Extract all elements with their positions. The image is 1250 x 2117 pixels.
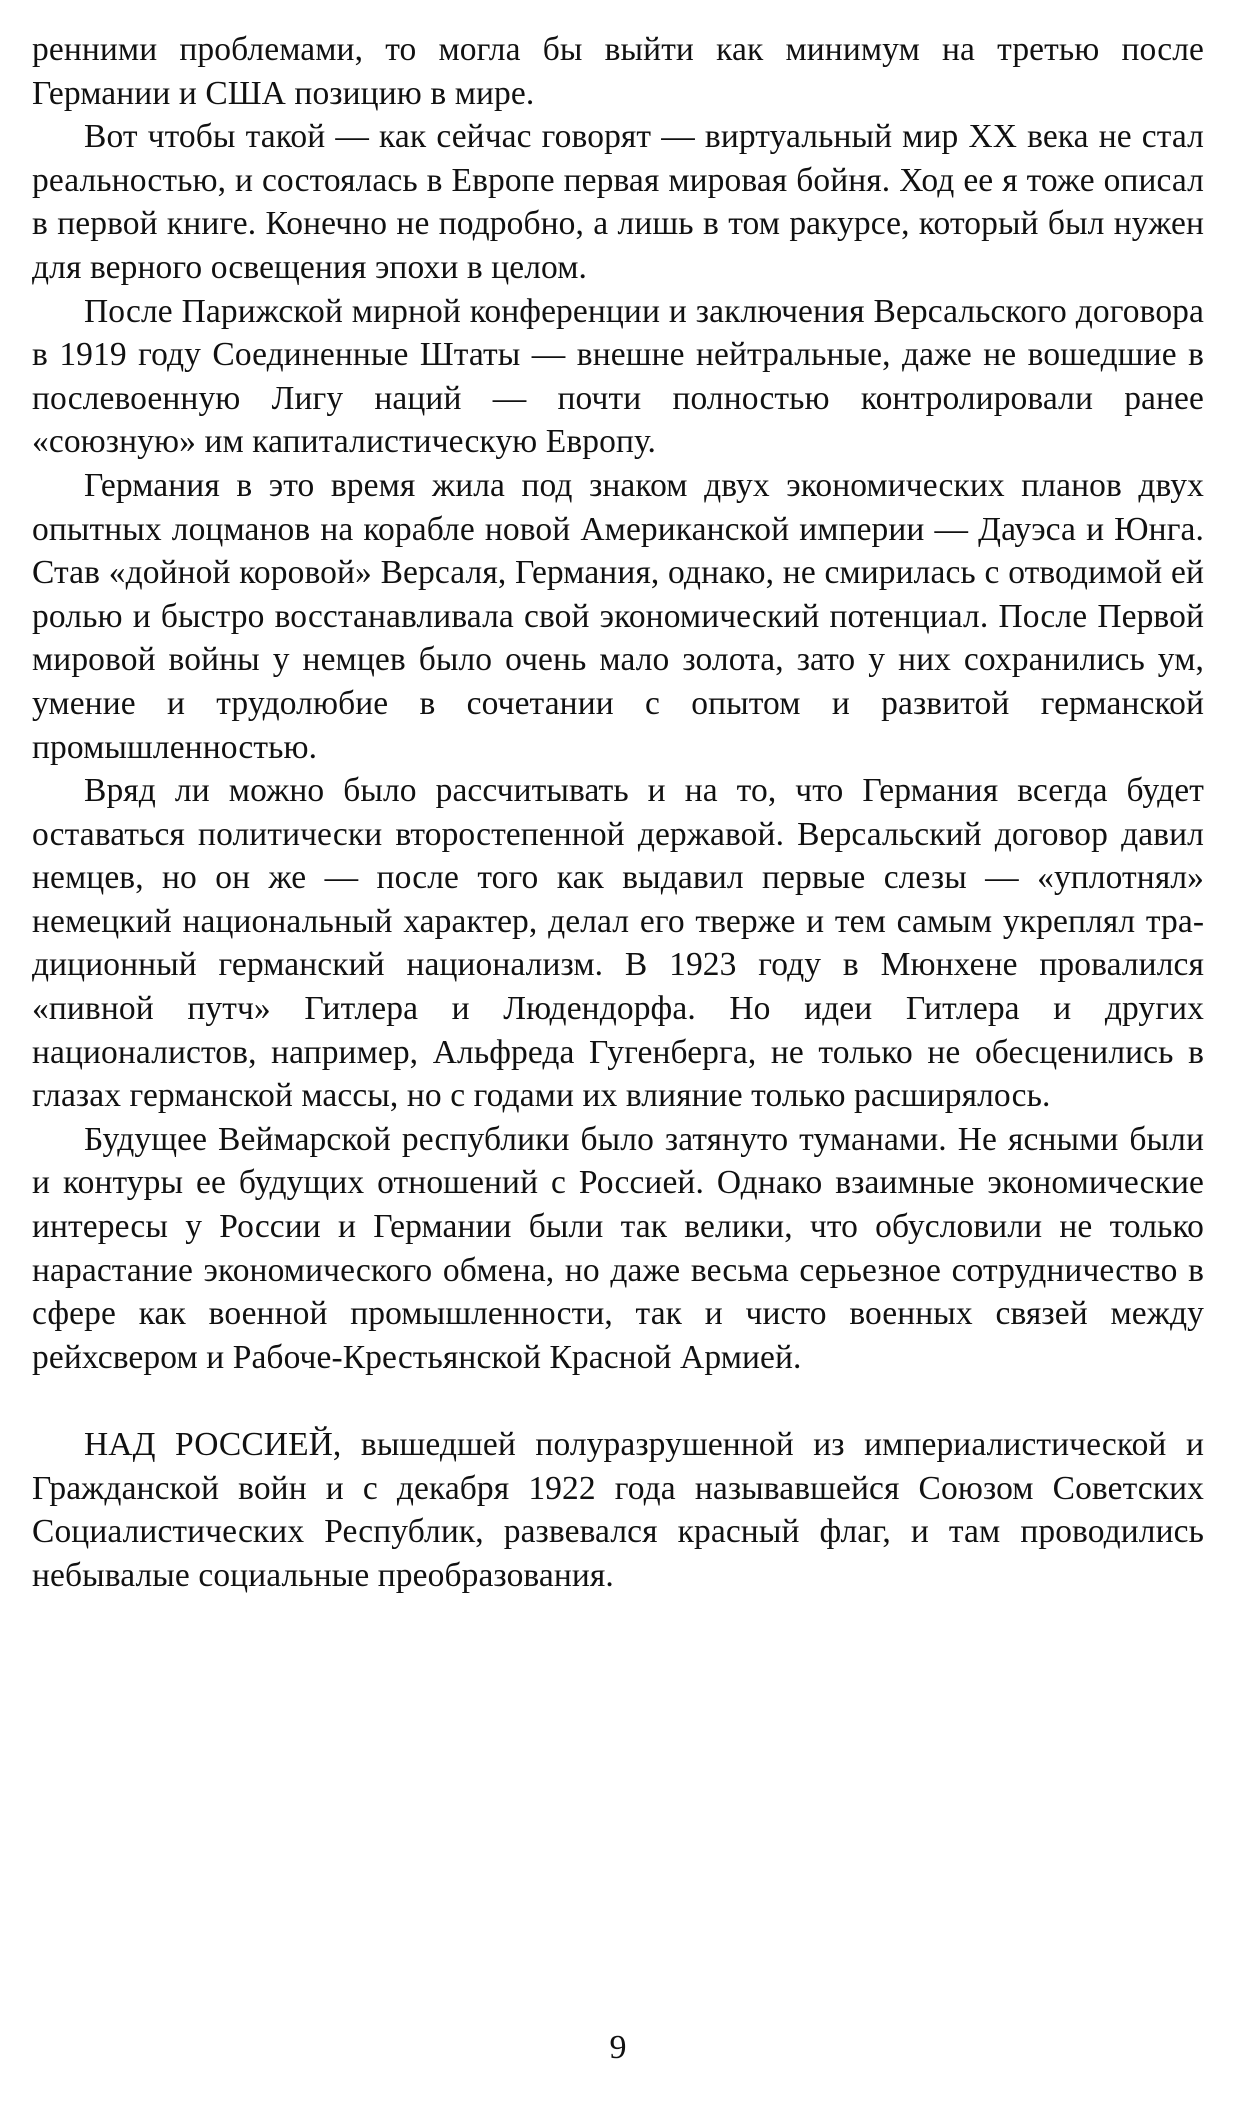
paragraph: Германия в это время жила под знаком двух экономических планов двух опытных лоцманов на корабле новой Американской империи — Дауэса и Юнга. Став «дойной коровой» Версаля, Германия, однако, не смирилась с отводимой ей ролью и быстро восстанавливала свой экономический потенциал. После Первой мировой войны у немцев было очень мало золота, зато у них сохранились ум, умение и трудолюбие в сочетании с опытом и развитой германской промышленностью.: [32, 466, 1204, 766]
paragraph: Вот чтобы такой — как сейчас говорят — виртуальный мир XX века не стал реальностью, и состоялась в Европе первая мировая бойня. Ход ее я тоже описал в первой книге. Конечно не подробно, а лишь в том ракурсе, который был нужен для верного освещения эпохи в целом.: [32, 118, 1204, 286]
paragraph: Вряд ли можно было рассчитывать и на то, что Германия всегда будет оставаться политически второстепенной державой. Версальский договор давил немцев, но он же — после того как выдавил первые слезы — «уплотнял» немецкий национальный характер, делал его тверже и тем самым укреплял традиционный германский национализм. В 1923 году в Мюнхене провалился «пивной путч» Гитлера и Людендорфа. Но идеи Гитлера и других националистов, например, Альфреда Гугенберга, не только не обесценились в глазах германской массы, но с годами их влияние только расширялось.: [32, 772, 1204, 1115]
book-page: [32, 28, 1204, 2088]
page-number: 9: [609, 2029, 627, 2066]
paragraph: Будущее Веймарской республики было затянуто туманами. Не ясными были и контуры ее будущих отношений с Россией. Однако взаимные экономические интересы у России и Германии были так велики, что обусловили не только нарастание экономического обмена, но даже весьма серьезное сотрудничество в сфере как военной промышленности, так и чисто военных связей между рейхсвером и Рабоче-Крестьянской Красной Армией.: [32, 1120, 1204, 1376]
section-start-paragraph: НАД РОССИЕЙ, вышедшей полуразрушенной из империалистической и Гражданской войн и с декабря 1922 года называвшейся Союзом Советских Социалистических Республик, развевался красный флаг, и там проводились небывалые социальные преобразования.: [32, 1426, 1204, 1594]
paragraph-continuation: ренними проблемами, то могла бы выйти как минимум на третью после Германии и США позицию в мире.: [32, 31, 1204, 112]
paragraph: После Парижской мирной конференции и заключения Версальского договора в 1919 году Соединенные Штаты — внешне нейтральные, даже не вошедшие в послевоенную Лигу наций — почти полностью контролировали ранее «союзную» им капиталистическую Европу.: [32, 292, 1204, 461]
